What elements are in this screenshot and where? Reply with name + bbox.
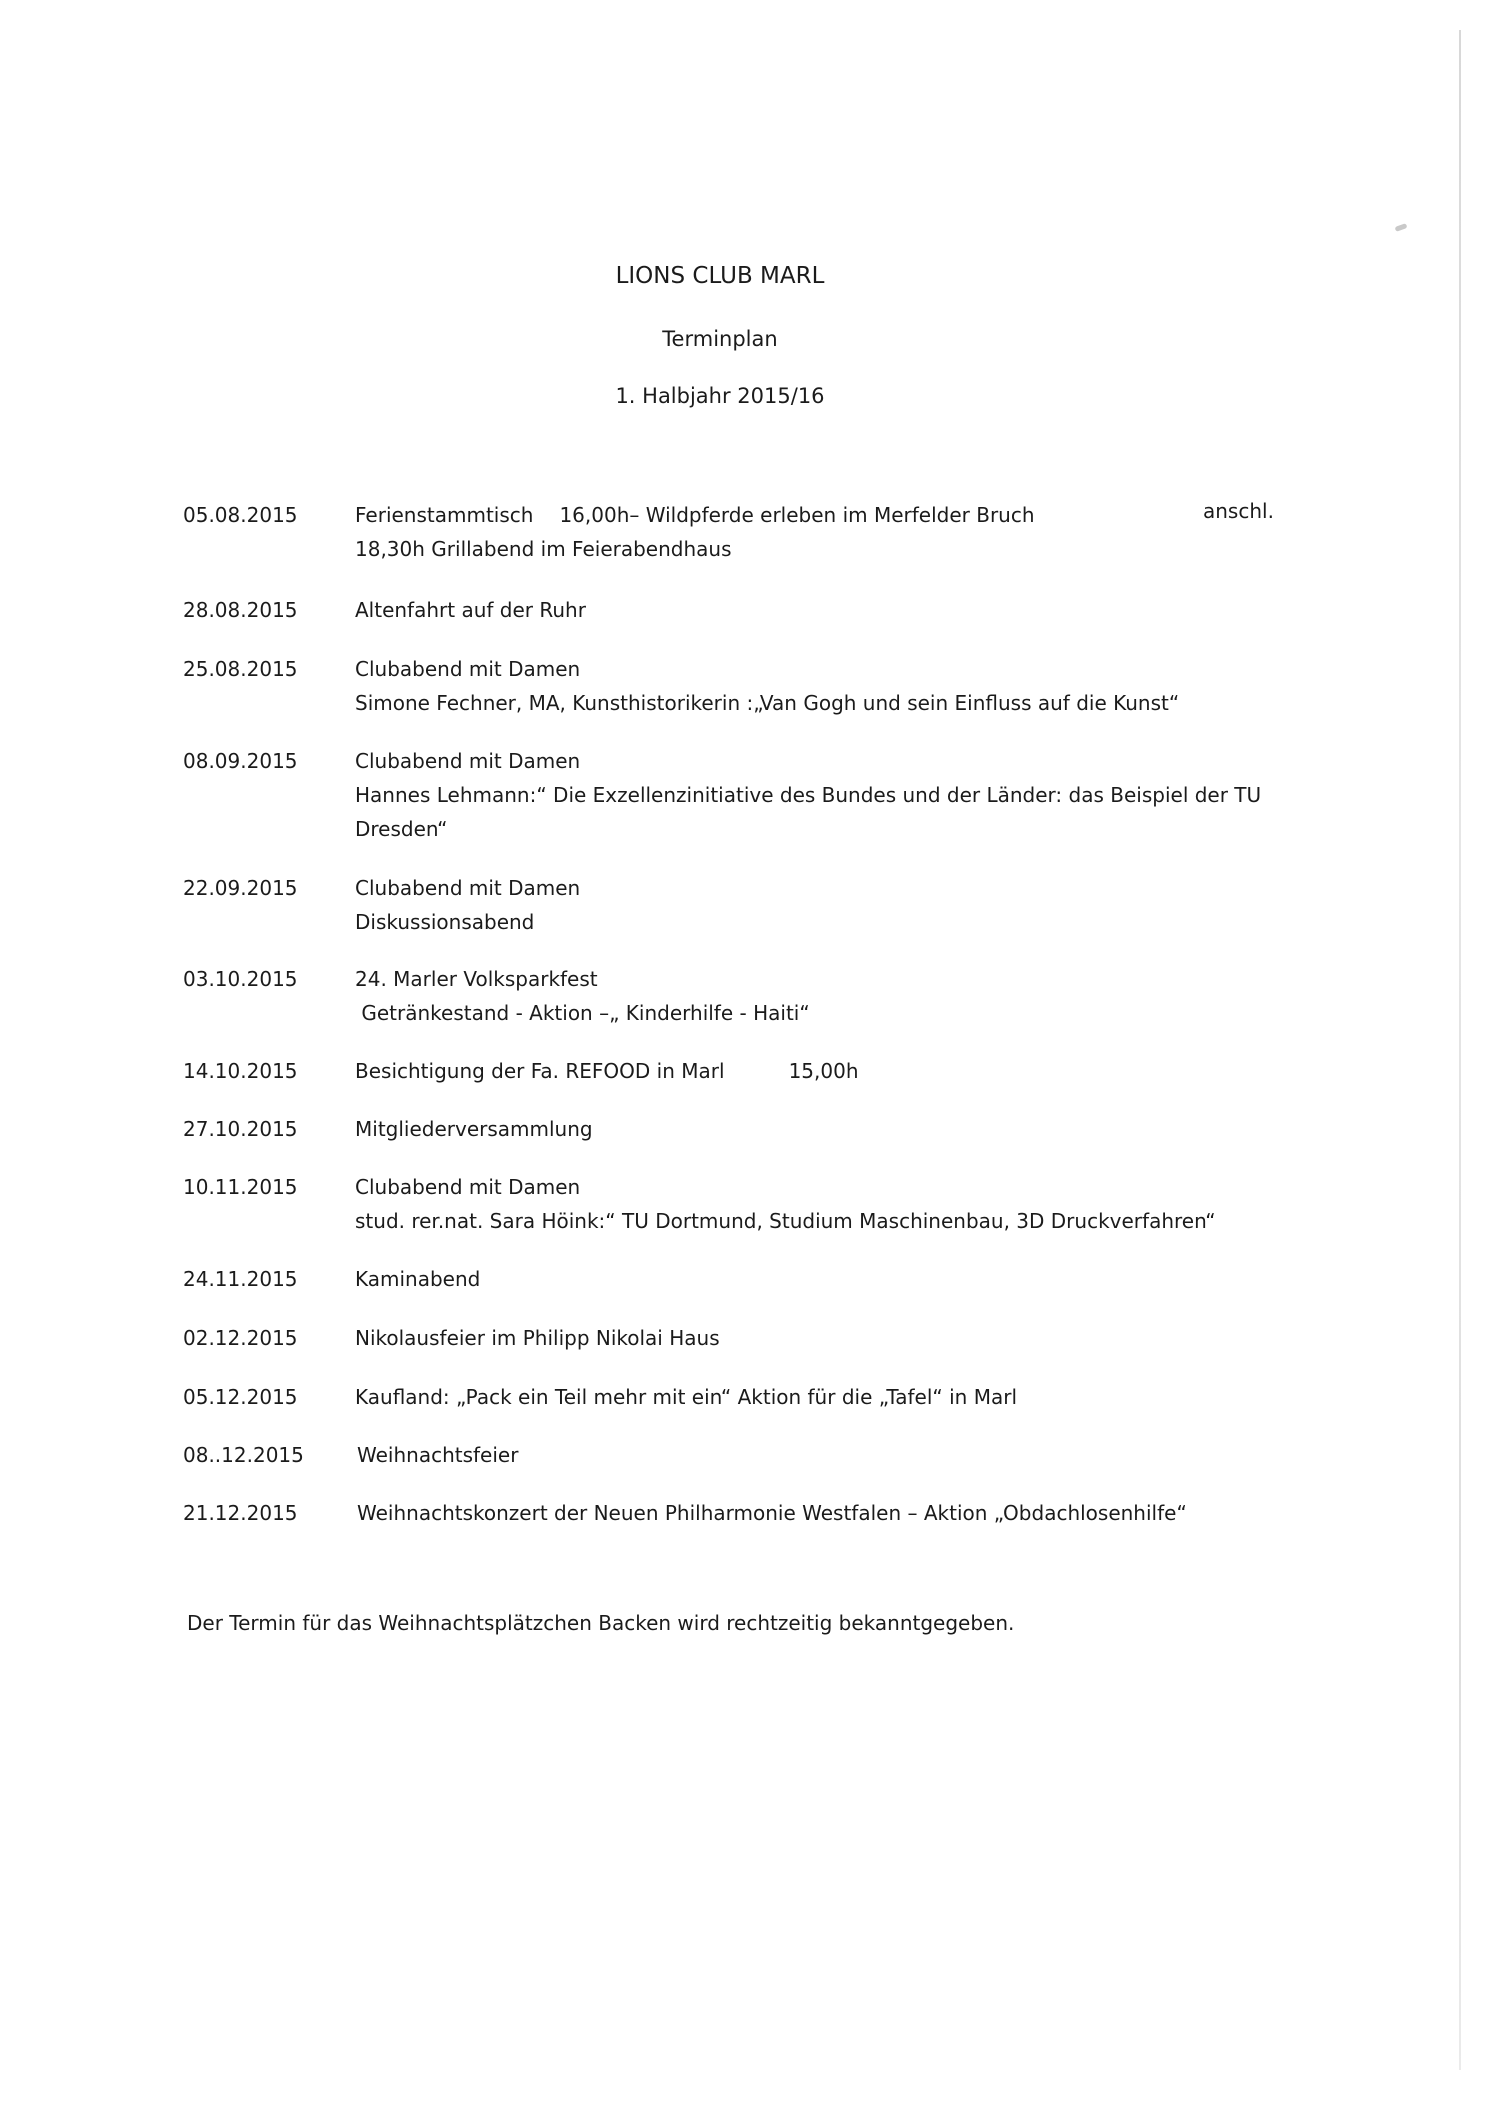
event-description <box>355 1321 720 1355</box>
event-line: Altenfahrt auf der Ruhr <box>355 598 586 622</box>
footer-note: Der Termin für das Weihnachtsplätzchen Backen wird rechtzeitig bekanntgegeben. <box>187 1611 1015 1635</box>
event-description <box>355 1054 859 1088</box>
event-line: Hannes Lehmann:“ Die Exzellenzinitiative des Bundes und der Länder: das Beispiel der TU <box>355 783 1262 807</box>
event-date: 08.09.2015 <box>183 749 298 773</box>
event-line: 18,30h Grillabend im Feierabendhaus <box>355 537 732 561</box>
event-date: 21.12.2015 <box>183 1501 298 1525</box>
event-description <box>355 652 1179 720</box>
event-description <box>355 1112 593 1146</box>
event-line: stud. rer.nat. Sara Höink:“ TU Dortmund, Studium Maschinenbau, 3D Druckverfahren“ <box>355 1209 1216 1233</box>
event-line: Dresden“ <box>355 817 448 841</box>
event-line: Clubabend mit Damen <box>355 749 581 773</box>
event-line: Weihnachtskonzert der Neuen Philharmonie Westfalen – Aktion „Obdachlosenhilfe“ <box>357 1501 1187 1525</box>
document-subtitle: Terminplan <box>662 327 778 351</box>
event-date: 02.12.2015 <box>183 1326 298 1350</box>
event-description <box>355 871 580 939</box>
event-date: 27.10.2015 <box>183 1117 298 1141</box>
event-inline-text: 16,00h– Wildpferde erleben im Merfelder Bruch <box>559 503 1035 527</box>
event-date: 05.12.2015 <box>183 1385 298 1409</box>
event-date: 03.10.2015 <box>183 967 298 991</box>
document-title: LIONS CLUB MARL <box>615 263 825 289</box>
event-line: Kaufland: „Pack ein Teil mehr mit ein“ Aktion für die „Tafel“ in Marl <box>355 1385 1018 1409</box>
event-line: Weihnachtsfeier <box>357 1443 519 1467</box>
event-date: 14.10.2015 <box>183 1059 298 1083</box>
event-description <box>355 498 1035 566</box>
event-time: 15,00h <box>788 1059 859 1083</box>
event-line: Simone Fechner, MA, Kunsthistorikerin :„Van Gogh und sein Einfluss auf die Kunst“ <box>355 691 1180 715</box>
event-description <box>357 1496 1187 1530</box>
event-date: 24.11.2015 <box>183 1267 298 1291</box>
scan-speck <box>1395 223 1408 232</box>
scan-edge-line <box>1459 30 1461 2070</box>
event-description <box>355 1170 1216 1238</box>
event-date: 28.08.2015 <box>183 598 298 622</box>
event-description <box>355 1380 1017 1414</box>
event-date: 25.08.2015 <box>183 657 298 681</box>
event-line: Nikolausfeier im Philipp Nikolai Haus <box>355 1326 720 1350</box>
event-line: Mitgliederversammlung <box>355 1117 593 1141</box>
event-date: 08..12.2015 <box>183 1443 304 1467</box>
event-description <box>355 1262 480 1296</box>
event-date: 05.08.2015 <box>183 503 298 527</box>
event-line <box>355 1054 859 1088</box>
event-date: 22.09.2015 <box>183 876 298 900</box>
event-aside-note: anschl. <box>1203 499 1274 523</box>
event-description <box>355 593 586 627</box>
event-line: Getränkestand - Aktion –„ Kinderhilfe - Haiti“ <box>355 1001 810 1025</box>
event-line: 24. Marler Volksparkfest <box>355 967 598 991</box>
event-line <box>355 498 1035 532</box>
event-line: Kaminabend <box>355 1267 481 1291</box>
document-period: 1. Halbjahr 2015/16 <box>615 384 825 408</box>
event-line: Diskussionsabend <box>355 910 535 934</box>
event-line-text: Ferienstammtisch <box>355 503 534 527</box>
event-description <box>355 744 1261 846</box>
event-line: Clubabend mit Damen <box>355 1175 581 1199</box>
event-description <box>355 962 810 1030</box>
event-line-text: Besichtigung der Fa. REFOOD in Marl <box>355 1059 725 1083</box>
event-line: Clubabend mit Damen <box>355 657 581 681</box>
event-line: Clubabend mit Damen <box>355 876 581 900</box>
event-date: 10.11.2015 <box>183 1175 298 1199</box>
event-description <box>357 1438 518 1472</box>
